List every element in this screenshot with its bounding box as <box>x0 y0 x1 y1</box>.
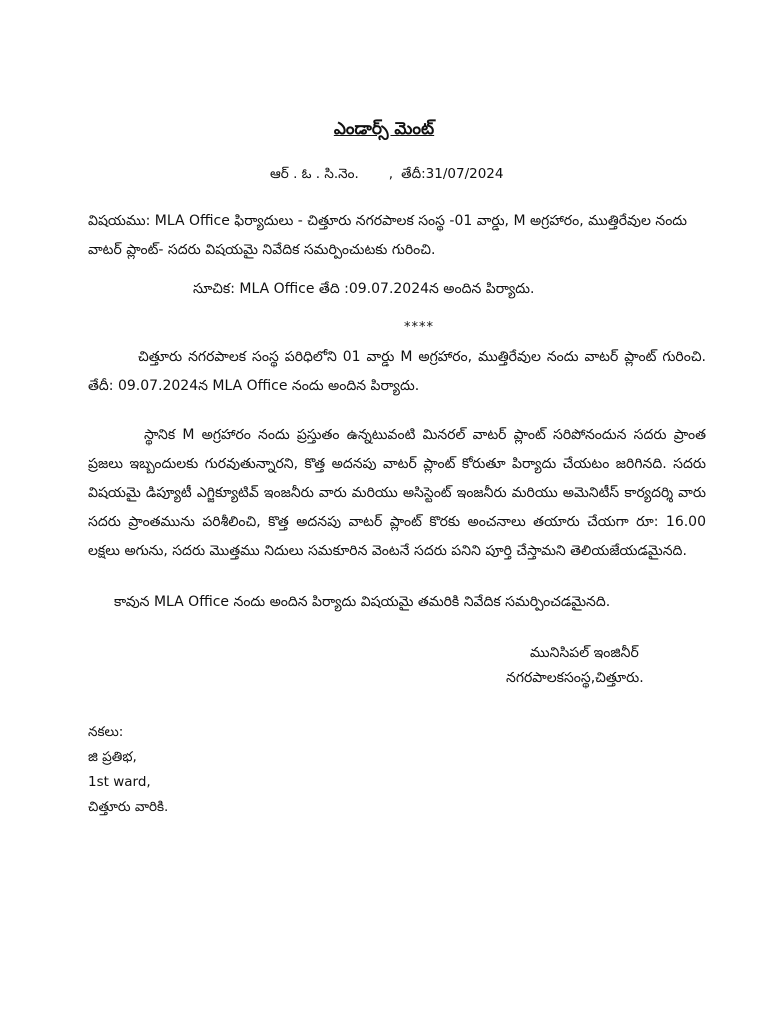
signatory-office: నగరపాలకసంస్థ,చిత్తూరు. <box>506 670 644 686</box>
subject-text: విషయము: MLA Office ఫిర్యాదులు - చిత్తూరు నగరపాలక సంస్థ -01 వార్డు, M అగ్రహారం, ముత్తిరేవుల నందు వాటర్ ప్లాంట్- సదరు విషయమై నివేదిక సమర్పించుటకు గురించి. <box>88 213 688 258</box>
reference-line <box>270 166 503 185</box>
copy-line: 1st ward, <box>88 774 151 790</box>
separator-stars: **** <box>404 320 434 335</box>
copy-to-block <box>88 720 168 820</box>
signatory-title: మునిసిపల్ ఇంజినీర్ <box>530 645 639 661</box>
paragraph-3 <box>88 588 706 617</box>
reference-note: సూచిక: MLA Office తేది :09.07.2024న అందిన పిర్యాదు. <box>193 281 535 297</box>
paragraph-2 <box>88 421 706 566</box>
copy-line: చిత్తూరు వారికి. <box>88 799 169 815</box>
document-title: ఎండార్స్ మెంట్ <box>333 119 435 139</box>
reference-date: తేదీ:31/07/2024 <box>401 166 504 182</box>
reference-separator: , <box>388 166 394 182</box>
copy-line: జి ప్రతిభ, <box>88 749 137 765</box>
paragraph-1 <box>88 343 706 401</box>
reference-number: ఆర్ . ఓ . సి.నెం. <box>270 166 359 182</box>
paragraph-1-text: చిత్తూరు నగరపాలక సంస్థ పరిధిలోని 01 వార్డు M అగ్రహారం, ముత్తిరేవుల నందు వాటర్ ప్లాంట్ గురించి. తేదీ: 09.07.2024న MLA Office నందు అందిన పిర్యాదు. <box>88 349 706 394</box>
paragraph-2-text: స్థానిక M అగ్రహారం నందు ప్రస్తుతం ఉన్నటువంటి మినరల్ వాటర్ ప్లాంట్ సరిపోనందున సదరు ప్రాంత ప్రజలు ఇబ్బందులకు గురవుతున్నారని, కొత్త అదనపు వాటర్ ప్లాంట్ కోరుతూ పిర్యాదు చేయటం జరిగినది. సదరు విషయమై డిప్యూటీ ఎగ్జిక్యూటివ్ ఇంజనీరు వారు మరియు అసిస్టెంట్ ఇంజనీరు మరియు అమెనిటీస్ కార్యదర్శి వారు సదరు ప్రాంతమును పరిశీలించి, కొత్త అదనపు వాటర్ ప్లాంట్ కొరకు అంచనాలు తయారు చేయగా రూ: 16.00 లక్షలు అగును, సదరు మొత్తము నిదులు సమకూరిన వెంటనే సదరు పనిని పూర్తి చేస్తామని తెలియజేయడమైనది. <box>88 427 706 559</box>
copy-heading: నకలు: <box>88 724 124 740</box>
paragraph-3-text: కావున MLA Office నందు అందిన పిర్యాదు విషయమై తమరికి నివేదిక సమర్పించడమైనది. <box>114 594 611 610</box>
